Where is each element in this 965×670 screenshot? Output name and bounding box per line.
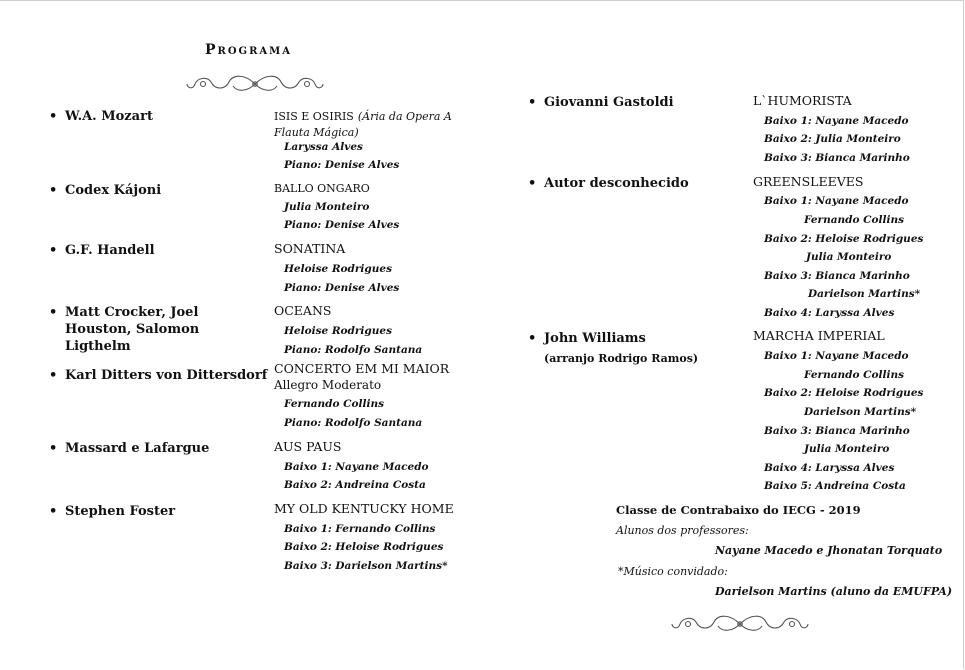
piece-title: GREENSLEEVES xyxy=(753,174,864,189)
performer: Baixo 1: Fernando Collins xyxy=(284,523,436,535)
bullet-icon: • xyxy=(49,305,58,320)
performer: Baixo 3: Bianca Marinho xyxy=(764,270,910,282)
performer: Piano: Denise Alves xyxy=(284,219,400,231)
composer-entry xyxy=(528,175,689,192)
piece-title: OCEANS xyxy=(274,303,332,318)
composer-entry xyxy=(49,242,155,259)
composer-entry xyxy=(528,94,674,111)
performer: Baixo 5: Andreina Costa xyxy=(764,480,906,492)
composer-name: W.A. Mozart xyxy=(65,109,153,124)
composer-entry xyxy=(528,330,699,367)
performer: Baixo 2: Heloise Rodrigues xyxy=(764,233,924,245)
performer: Baixo 4: Laryssa Alves xyxy=(764,307,895,319)
performer: Piano: Denise Alves xyxy=(284,282,400,294)
ornament-divider-bottom xyxy=(670,612,810,636)
performer: Heloise Rodrigues xyxy=(284,263,392,275)
performer: Darielson Martins* xyxy=(804,406,917,418)
bullet-icon: • xyxy=(49,441,58,456)
piece-title: CONCERTO EM MI MAIOR xyxy=(274,361,450,376)
composer-note: (arranjo Rodrigo Ramos) xyxy=(544,352,699,365)
piece-subtitle: (Ária da Opera A Flauta Mágica) xyxy=(274,110,452,139)
performer: Baixo 2: Heloise Rodrigues xyxy=(284,541,444,553)
guest-name: Darielson Martins (aluno da EMUFPA) xyxy=(715,585,953,598)
ornament-divider-top xyxy=(185,72,325,96)
credits-title: Classe de Contrabaixo do IECG - 2019 xyxy=(616,503,861,517)
bullet-icon: • xyxy=(49,504,58,519)
performer: Baixo 1: Nayane Macedo xyxy=(284,461,429,473)
performer: Fernando Collins xyxy=(284,398,385,410)
performer: Baixo 1: Nayane Macedo xyxy=(764,195,909,207)
performer: Darielson Martins* xyxy=(808,288,921,300)
piece-block xyxy=(274,108,474,140)
page-title: Programa xyxy=(205,42,292,58)
composer-entry xyxy=(49,503,176,520)
performer: Baixo 4: Laryssa Alves xyxy=(764,462,895,474)
piece-title: L`HUMORISTA xyxy=(753,93,852,108)
bullet-icon: • xyxy=(49,109,58,124)
bullet-icon: • xyxy=(528,331,537,346)
performer: Fernando Collins xyxy=(804,369,905,381)
performer: Baixo 2: Julia Monteiro xyxy=(764,133,901,145)
performer: Julia Monteiro xyxy=(284,201,370,213)
bullet-icon: • xyxy=(49,368,58,383)
bullet-icon: • xyxy=(528,95,537,110)
bullet-icon: • xyxy=(49,243,58,258)
piece-title: ISIS E OSIRIS xyxy=(274,110,354,123)
performer: Laryssa Alves xyxy=(284,141,363,153)
bullet-icon: • xyxy=(49,183,58,198)
composer-entry xyxy=(49,367,268,384)
composer-name: Karl Ditters von Dittersdorf xyxy=(65,368,268,383)
composer-name: Codex Kájoni xyxy=(65,183,162,198)
piece-title: MARCHA IMPERIAL xyxy=(753,328,885,343)
composer-name: G.F. Handell xyxy=(65,243,155,258)
performer: Baixo 1: Nayane Macedo xyxy=(764,115,909,127)
composer-name: Stephen Foster xyxy=(65,504,176,519)
composer-entry xyxy=(49,440,210,457)
piece-title: BALLO ONGARO xyxy=(274,182,370,195)
performer: Baixo 3: Bianca Marinho xyxy=(764,152,910,164)
teachers-names: Nayane Macedo e Jhonatan Torquato xyxy=(715,544,943,557)
teachers-label: Alunos dos professores: xyxy=(616,524,749,537)
piece-movement: Allegro Moderato xyxy=(274,378,382,392)
performer: Piano: Denise Alves xyxy=(284,159,400,171)
composer-entry xyxy=(49,182,162,199)
piece-title: AUS PAUS xyxy=(274,439,342,454)
performer: Baixo 3: Bianca Marinho xyxy=(764,425,910,437)
performer: Piano: Rodolfo Santana xyxy=(284,417,423,429)
performer: Baixo 2: Heloise Rodrigues xyxy=(764,387,924,399)
composer-entry xyxy=(49,304,255,355)
performer: Fernando Collins xyxy=(804,214,905,226)
performer: Baixo 2: Andreina Costa xyxy=(284,479,426,491)
piece-title: SONATINA xyxy=(274,241,346,256)
composer-entry xyxy=(49,108,153,125)
performer: Piano: Rodolfo Santana xyxy=(284,344,423,356)
performer: Baixo 3: Darielson Martins* xyxy=(284,560,448,572)
performer: Heloise Rodrigues xyxy=(284,325,392,337)
composer-name: Autor desconhecido xyxy=(544,176,689,191)
bullet-icon: • xyxy=(528,176,537,191)
performer: Julia Monteiro xyxy=(804,443,890,455)
performer: Julia Monteiro xyxy=(806,251,892,263)
piece-title: MY OLD KENTUCKY HOME xyxy=(274,501,454,516)
guest-label: *Músico convidado: xyxy=(618,565,728,578)
performer: Baixo 1: Nayane Macedo xyxy=(764,350,909,362)
composer-name: Matt Crocker, Joel Houston, Salomon Ligthelm xyxy=(65,305,200,354)
composer-name: Giovanni Gastoldi xyxy=(544,95,674,110)
composer-name: John Williams xyxy=(544,331,646,346)
composer-name: Massard e Lafargue xyxy=(65,441,210,456)
